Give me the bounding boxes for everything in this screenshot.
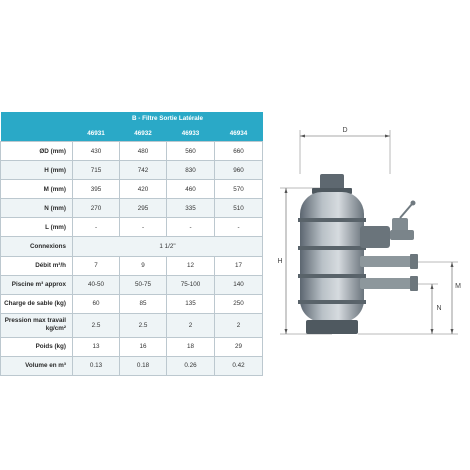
cell: 16 bbox=[120, 337, 167, 356]
row-label: Poids (kg) bbox=[1, 337, 73, 356]
dimension-n bbox=[358, 284, 458, 334]
cell: 13 bbox=[73, 337, 120, 356]
table-row bbox=[1, 142, 263, 161]
table-row bbox=[1, 356, 263, 375]
tank-base bbox=[306, 320, 358, 334]
cell: 12 bbox=[167, 256, 215, 275]
cell: 50-75 bbox=[120, 275, 167, 294]
cell: 430 bbox=[73, 142, 120, 161]
filter-diagram bbox=[272, 118, 462, 358]
cell: 742 bbox=[120, 161, 167, 180]
cell: 60 bbox=[73, 294, 120, 313]
cell: 2.5 bbox=[120, 313, 167, 337]
model-header: 46933 bbox=[167, 125, 215, 142]
cell: 660 bbox=[215, 142, 263, 161]
cell: 75-100 bbox=[167, 275, 215, 294]
model-header: 46934 bbox=[215, 125, 263, 142]
cell: 9 bbox=[120, 256, 167, 275]
cell: 0.13 bbox=[73, 356, 120, 375]
cell: 29 bbox=[215, 337, 263, 356]
row-label: H (mm) bbox=[1, 161, 73, 180]
table-row bbox=[1, 275, 263, 294]
table-row bbox=[1, 199, 263, 218]
outlet-pipe-bottom bbox=[360, 278, 412, 289]
cell: 295 bbox=[120, 199, 167, 218]
cell: 18 bbox=[167, 337, 215, 356]
cell: 140 bbox=[215, 275, 263, 294]
cell: 510 bbox=[215, 199, 263, 218]
table-row bbox=[1, 237, 263, 256]
row-label: Volume en m³ bbox=[1, 356, 73, 375]
table-row bbox=[1, 294, 263, 313]
cell: 460 bbox=[167, 180, 215, 199]
cell: 395 bbox=[73, 180, 120, 199]
model-header: 46931 bbox=[73, 125, 120, 142]
table-row bbox=[1, 218, 263, 237]
table-row bbox=[1, 161, 263, 180]
row-label: Piscine m³ approx bbox=[1, 275, 73, 294]
table-row bbox=[1, 337, 263, 356]
row-label: N (mm) bbox=[1, 199, 73, 218]
table-title: B - Filtre Sortie Latérale bbox=[73, 112, 263, 125]
tank-cap bbox=[320, 174, 344, 190]
cell: - bbox=[73, 218, 120, 237]
cell: 250 bbox=[215, 294, 263, 313]
table-title-row bbox=[1, 112, 263, 125]
cell: 2 bbox=[167, 313, 215, 337]
cell: 960 bbox=[215, 161, 263, 180]
cell: 17 bbox=[215, 256, 263, 275]
cell: 715 bbox=[73, 161, 120, 180]
table-row bbox=[1, 256, 263, 275]
label-h: H bbox=[277, 258, 283, 265]
multiport-valve bbox=[360, 201, 418, 292]
row-label: ØD (mm) bbox=[1, 142, 73, 161]
row-label: L (mm) bbox=[1, 218, 73, 237]
cell: 270 bbox=[73, 199, 120, 218]
cell: 2 bbox=[215, 313, 263, 337]
row-label: Débit m³/h bbox=[1, 256, 73, 275]
dimension-d bbox=[300, 127, 390, 174]
cell: 135 bbox=[167, 294, 215, 313]
row-label: Connexions bbox=[1, 237, 73, 256]
cell: - bbox=[167, 218, 215, 237]
model-header: 46932 bbox=[120, 125, 167, 142]
cell: 420 bbox=[120, 180, 167, 199]
cell: 85 bbox=[120, 294, 167, 313]
cell: 0.26 bbox=[167, 356, 215, 375]
cell-span: 1 1/2" bbox=[73, 237, 263, 256]
cell: - bbox=[215, 218, 263, 237]
cell: 335 bbox=[167, 199, 215, 218]
row-label: Charge de sable (kg) bbox=[1, 294, 73, 313]
cell: - bbox=[120, 218, 167, 237]
cell: 0.42 bbox=[215, 356, 263, 375]
cell: 0.18 bbox=[120, 356, 167, 375]
label-m: M bbox=[455, 283, 461, 290]
cell: 7 bbox=[73, 256, 120, 275]
table-row bbox=[1, 313, 263, 337]
cell: 570 bbox=[215, 180, 263, 199]
spec-table bbox=[0, 112, 263, 376]
cell: 40-50 bbox=[73, 275, 120, 294]
label-n: N bbox=[436, 305, 442, 312]
table-row bbox=[1, 180, 263, 199]
label-d: D bbox=[342, 127, 348, 134]
dimension-m bbox=[418, 262, 461, 334]
row-label: Pression max travail kg/cm² bbox=[1, 313, 73, 337]
model-header-row bbox=[1, 125, 263, 142]
row-label: M (mm) bbox=[1, 180, 73, 199]
cell: 2.5 bbox=[73, 313, 120, 337]
cell: 560 bbox=[167, 142, 215, 161]
outlet-pipe-top bbox=[360, 256, 412, 267]
cell: 830 bbox=[167, 161, 215, 180]
cell: 480 bbox=[120, 142, 167, 161]
filter-tank bbox=[298, 174, 366, 334]
